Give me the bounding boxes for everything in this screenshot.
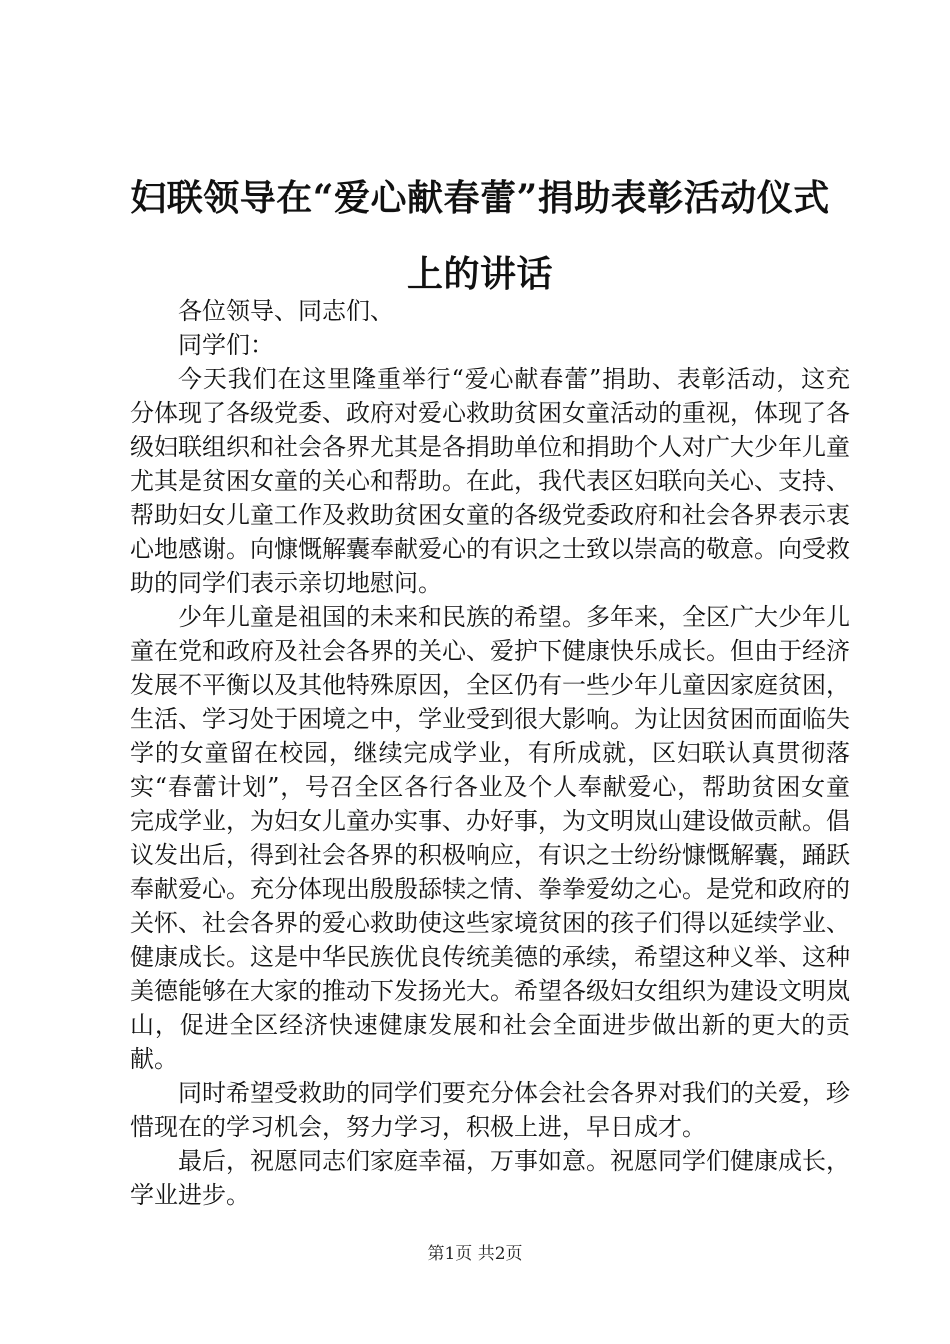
paragraph-opening: 今天我们在这里隆重举行“爱心献春蕾”捐助、表彰活动，这充分体现了各级党委、政府对爱心救助贫困女童活动的重视，体现了各级妇联组织和社会各界尤其是各捐助单位和捐助个人对广大少年儿童尤其是贫困女童的关心和帮助。在此，我代表区妇联向关心、支持、帮助妇女儿童工作及救助贫困女童的各级党委政府和社会各界表示衷心地感谢。向慷慨解囊奉献爱心的有识之士致以崇高的敬意。向受救助的同学们表示亲切地慰问。: [130, 365, 850, 597]
paragraph-closing: 最后，祝愿同志们家庭幸福，万事如意。祝愿同学们健康成长，学业进步。: [130, 1147, 850, 1209]
paragraph-salutation: 各位领导、同志们、: [178, 297, 394, 325]
paragraph-students-hope: 同时希望受救助的同学们要充分体会社会各界对我们的关爱，珍惜现在的学习机会，努力学习，积极上进，早日成才。: [130, 1079, 850, 1141]
page-number-footer: 第1页 共2页: [427, 1244, 523, 1264]
document-body: [130, 294, 850, 1212]
document-title: 妇联领导在“爱心献春蕾”捐助表彰活动仪式上的讲话: [130, 177, 830, 295]
paragraph-main: 少年儿童是祖国的未来和民族的希望。多年来，全区广大少年儿童在党和政府及社会各界的关心、爱护下健康快乐成长。但由于经济发展不平衡以及其他特殊原因，全区仍有一些少年儿童因家庭贫困，生活、学习处于困境之中，学业受到很大影响。为让因贫困而面临失学的女童留在校园，继续完成学业，有所成就，区妇联认真贯彻落实“春蕾计划”，号召全区各行各业及个人奉献爱心，帮助贫困女童完成学业，为妇女儿童办实事、办好事，为文明岚山建设做贡献。倡议发出后，得到社会各界的积极响应，有识之士纷纷慷慨解囊，踊跃奉献爱心。充分体现出殷殷舔犊之情、拳拳爱幼之心。是党和政府的关怀、社会各界的爱心救助使这些家境贫困的孩子们得以延续学业、健康成长。这是中华民族优良传统美德的承续，希望这种义举、这种美德能够在大家的推动下发扬光大。希望各级妇女组织为建设文明岚山，促进全区经济快速健康发展和社会全面进步做出新的更大的贡献。: [130, 603, 850, 1073]
paragraph-salutation-students: 同学们：: [178, 331, 274, 359]
